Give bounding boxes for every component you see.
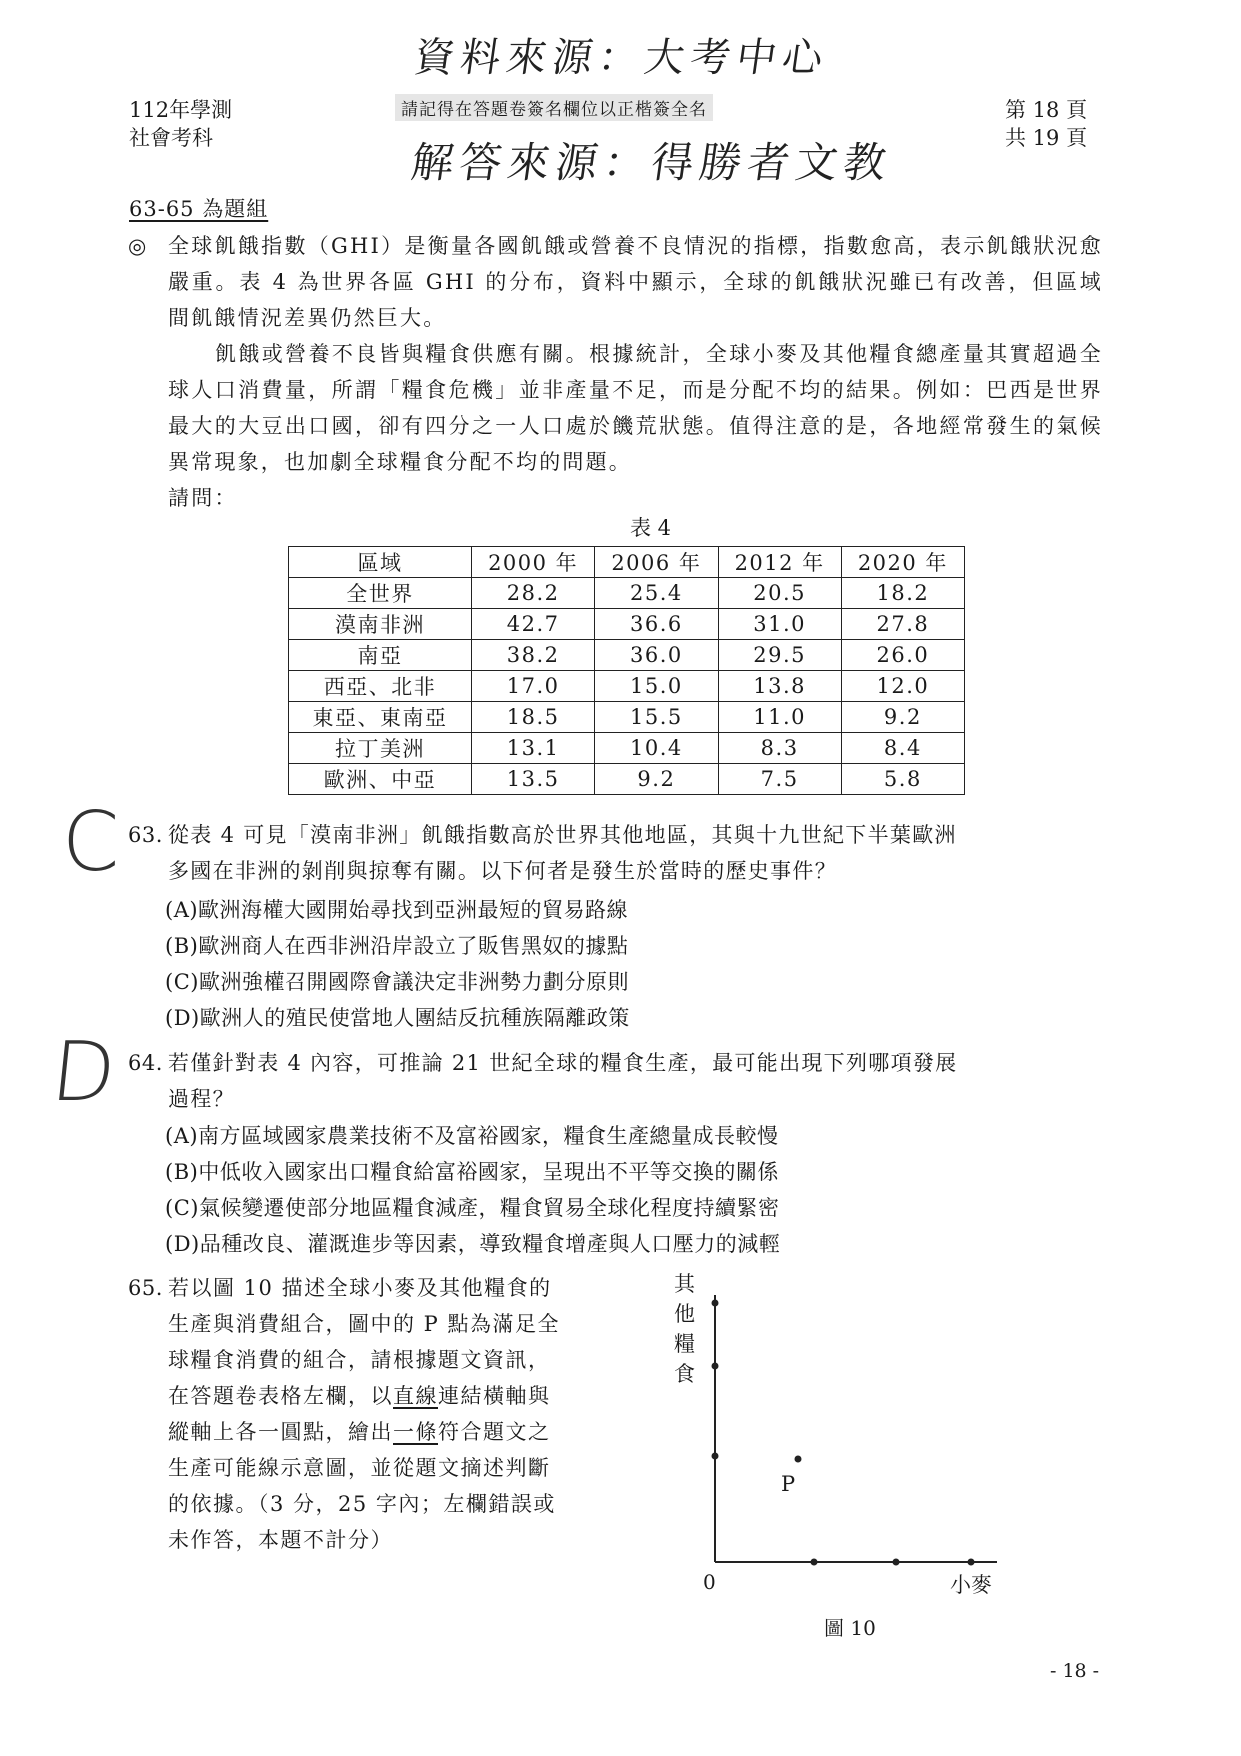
handwritten-answer-64: D — [47, 1025, 121, 1120]
table-cell: 10.4 — [595, 733, 718, 764]
total-pages: 共 19 頁 — [1005, 126, 1088, 150]
x-axis-dot — [968, 1559, 975, 1566]
y-axis-label-char: 糧 — [674, 1332, 695, 1356]
question-65-number: 65. — [128, 1276, 163, 1300]
question-65-line-3: 球糧食消費的組合，請根據題文資訊， — [168, 1348, 551, 1372]
question-65-line-8: 未作答，本題不計分） — [168, 1528, 393, 1552]
question-64-line-1: 若僅針對表 4 內容，可推論 21 世紀全球的糧食生產，最可能出現下列哪項發展 — [168, 1051, 958, 1075]
question-64-line-2: 過程？ — [168, 1087, 235, 1111]
table-cell: 9.2 — [841, 702, 964, 733]
table-header-cell: 區域 — [289, 547, 472, 578]
table-header-cell: 2020 年 — [841, 547, 964, 578]
figure-10-graph — [640, 1265, 1000, 1645]
table-cell: 38.2 — [472, 640, 595, 671]
question-64-option-b: (B)中低收入國家出口糧食給富裕國家，呈現出不平等交換的關係 — [165, 1160, 779, 1184]
question-63-line-1: 從表 4 可見「漠南非洲」飢餓指數高於世界其他地區，其與十九世紀下半葉歐洲 — [168, 823, 957, 847]
intro-paragraph-1: 全球飢餓指數（GHI）是衡量各國飢餓或營養不良情況的指標，指數愈高，表示飢餓狀況愈嚴重。表 4 為世界各區 GHI 的分布，資料中顯示，全球的飢餓狀況雖已有改善，但區域間飢餓情況差異仍然巨大。 — [168, 234, 1103, 330]
y-axis-label-char: 其 — [674, 1272, 695, 1296]
table-cell: 15.0 — [595, 671, 718, 702]
table-row — [289, 764, 965, 795]
table-cell: 26.0 — [841, 640, 964, 671]
table-cell: 31.0 — [718, 609, 841, 640]
table-header-cell: 2000 年 — [472, 547, 595, 578]
x-axis-label: 小麥 — [950, 1573, 992, 1597]
table-caption: 表 4 — [630, 516, 672, 540]
table-cell: 9.2 — [595, 764, 718, 795]
table-cell: 8.3 — [718, 733, 841, 764]
table-cell: 7.5 — [718, 764, 841, 795]
table-row — [289, 671, 965, 702]
question-65-line-5 — [168, 1414, 551, 1450]
question-65-line-5-start: 縱軸上各一圓點，繪出 — [168, 1420, 393, 1444]
table-cell: 8.4 — [841, 733, 964, 764]
table-cell: 42.7 — [472, 609, 595, 640]
point-p-label: P — [781, 1472, 796, 1496]
question-65-line-4-end: 連結橫軸與 — [438, 1384, 551, 1408]
question-65-line-4 — [168, 1378, 551, 1414]
table-row — [289, 733, 965, 764]
table-cell: 拉丁美洲 — [289, 733, 472, 764]
figure-caption: 圖 10 — [824, 1616, 876, 1640]
table-cell: 36.6 — [595, 609, 718, 640]
question-65-line-1: 若以圖 10 描述全球小麥及其他糧食的 — [168, 1276, 552, 1300]
y-axis-dot — [712, 1363, 719, 1370]
question-65-line-4-start: 在答題卷表格左欄，以 — [168, 1384, 393, 1408]
group-label: 63-65 為題組 — [129, 197, 269, 221]
question-64-option-d: (D)品種改良、灌溉進步等因素，導致糧食增產與人口壓力的減輕 — [165, 1232, 781, 1256]
question-63-number: 63. — [128, 823, 163, 847]
table-cell: 5.8 — [841, 764, 964, 795]
intro-marker: ◎ — [128, 234, 149, 258]
table-header-cell: 2012 年 — [718, 547, 841, 578]
question-65-line-6: 生產可能線示意圖，並從題文摘述判斷 — [168, 1456, 551, 1480]
table-header-row — [289, 547, 965, 578]
table-cell: 15.5 — [595, 702, 718, 733]
underlined-straight-line: 直線 — [393, 1384, 438, 1408]
underlined-one-line: 一條 — [393, 1420, 438, 1444]
question-63-line-2: 多國在非洲的剝削與掠奪有關。以下何者是發生於當時的歷史事件？ — [168, 859, 837, 883]
table-cell: 17.0 — [472, 671, 595, 702]
question-65-line-2: 生產與消費組合，圖中的 P 點為滿足全 — [168, 1312, 560, 1336]
question-63-option-c: (C)歐洲強權召開國際會議決定非洲勢力劃分原則 — [165, 970, 629, 994]
question-64-number: 64. — [128, 1051, 163, 1075]
x-axis-dot — [811, 1559, 818, 1566]
question-63-option-a: (A)歐洲海權大國開始尋找到亞洲最短的貿易路線 — [165, 898, 629, 922]
origin-label: 0 — [703, 1570, 716, 1594]
table-cell: 13.5 — [472, 764, 595, 795]
page-label: 第 18 頁 — [1005, 98, 1088, 122]
table-cell: 27.8 — [841, 609, 964, 640]
y-axis-dot — [712, 1453, 719, 1460]
question-63-option-d: (D)歐洲人的殖民使當地人團結反抗種族隔離政策 — [165, 1006, 630, 1030]
y-axis-label-char: 他 — [674, 1302, 695, 1326]
table-row — [289, 609, 965, 640]
table-row — [289, 640, 965, 671]
table-cell: 東亞、東南亞 — [289, 702, 472, 733]
question-63-option-b: (B)歐洲商人在西非洲沿岸設立了販售黑奴的據點 — [165, 934, 629, 958]
table-cell: 歐洲、中亞 — [289, 764, 472, 795]
handwritten-source-note: 資料來源：大考中心 — [411, 35, 832, 81]
question-64-option-c: (C)氣候變遷使部分地區糧食減產，糧食貿易全球化程度持續緊密 — [165, 1196, 780, 1220]
table-cell: 西亞、北非 — [289, 671, 472, 702]
table-row — [289, 578, 965, 609]
y-axis-dot — [712, 1300, 719, 1307]
table-cell: 13.8 — [718, 671, 841, 702]
table-cell: 南亞 — [289, 640, 472, 671]
handwritten-answer-63: C — [62, 795, 120, 890]
page-number-footer: - 18 - — [1050, 1660, 1100, 1682]
intro-paragraph-2: 飢餓或營養不良皆與糧食供應有關。根據統計，全球小麥及其他糧食總產量其實超過全球人口消費量，所謂「糧食危機」並非產量不足，而是分配不均的結果。例如：巴西是世界最大的大豆出口國，卻有四分之一人口處於饑荒狀態。值得注意的是，各地經常發生的氣候異常現象，也加劇全球糧食分配不均的問題。 — [168, 342, 1103, 474]
exam-name: 112年學測 — [129, 98, 233, 122]
table-cell: 20.5 — [718, 578, 841, 609]
table-cell: 12.0 — [841, 671, 964, 702]
table-cell: 全世界 — [289, 578, 472, 609]
table-cell: 13.1 — [472, 733, 595, 764]
ghi-table — [288, 546, 965, 795]
table-cell: 28.2 — [472, 578, 595, 609]
handwritten-answer-source-note: 解答來源：得勝者文教 — [408, 138, 896, 187]
table-row — [289, 702, 965, 733]
signature-notice: 請記得在答題卷簽名欄位以正楷簽全名 — [395, 94, 713, 121]
table-cell: 36.0 — [595, 640, 718, 671]
question-64-option-a: (A)南方區域國家農業技術不及富裕國家，糧食生產總量成長較慢 — [165, 1124, 779, 1148]
table-cell: 漠南非洲 — [289, 609, 472, 640]
subject-name: 社會考科 — [129, 126, 213, 150]
table-cell: 11.0 — [718, 702, 841, 733]
table-cell: 18.2 — [841, 578, 964, 609]
table-cell: 29.5 — [718, 640, 841, 671]
x-axis-dot — [893, 1559, 900, 1566]
y-axis-label-char: 食 — [674, 1362, 695, 1386]
table-cell: 25.4 — [595, 578, 718, 609]
point-p — [795, 1456, 802, 1463]
table-header-cell: 2006 年 — [595, 547, 718, 578]
question-65-line-7: 的依據。（3 分，25 字內；左欄錯誤或 — [168, 1492, 556, 1516]
table-cell: 18.5 — [472, 702, 595, 733]
intro-question-prompt: 請問： — [168, 486, 238, 510]
question-65-line-5-end: 符合題文之 — [438, 1420, 551, 1444]
